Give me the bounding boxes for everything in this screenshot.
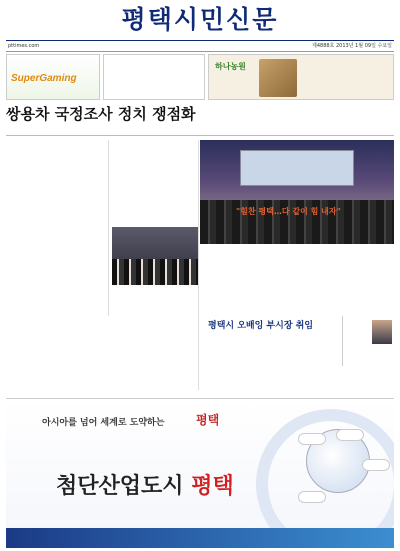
main-headline[interactable]: 쌍용차 국정조사 정치 쟁점화 xyxy=(6,105,196,123)
newspaper-title: 평택시민신문 xyxy=(121,5,279,34)
ad-bottom-bar xyxy=(6,528,394,548)
issue-date: 제4888호 2013년 1월 09일 수요일 xyxy=(312,43,392,49)
ad-big-accent: 평택 xyxy=(191,473,234,499)
ad1-brand-main: Super xyxy=(11,73,40,84)
column-divider xyxy=(108,140,109,316)
main-photo xyxy=(200,140,394,244)
masthead xyxy=(0,0,400,40)
ad-big-slogan xyxy=(56,469,234,500)
stage-screen xyxy=(240,150,354,186)
company-logo xyxy=(362,459,390,471)
main-subhead xyxy=(6,126,394,136)
ad-big-main: 첨단산업도시 xyxy=(56,473,184,499)
ad3-brand: 하나농원 xyxy=(215,62,246,71)
bottom-advertisement[interactable] xyxy=(6,398,394,548)
portrait-photo xyxy=(372,320,392,344)
company-logo xyxy=(298,491,326,503)
secondary-photo xyxy=(112,227,198,285)
ad1-brand-accent: Gaming xyxy=(39,73,77,84)
company-logo xyxy=(336,429,364,441)
article2-title[interactable]: 평택시 오배잉 부시장 취임 xyxy=(208,321,314,331)
people-row xyxy=(112,259,198,285)
ad-text-box[interactable] xyxy=(103,54,205,100)
column-divider xyxy=(198,140,199,390)
site-url[interactable]: pttimes.com xyxy=(8,43,40,49)
ad-headline: 아시아를 넘어 세계로 도약하는 xyxy=(42,418,165,428)
ad3-photo xyxy=(259,59,297,97)
ad-brand: 평택 xyxy=(196,413,220,427)
issue-info-bar xyxy=(6,40,394,52)
photo-quote: "힘찬 평택…다 같이 힘 내자" xyxy=(236,207,341,216)
ad-hana-nongwon[interactable] xyxy=(208,54,394,100)
top-ad-row xyxy=(6,54,394,100)
ad1-brand xyxy=(11,73,77,84)
ad-super-gaming[interactable] xyxy=(6,54,100,100)
company-logo xyxy=(298,433,326,445)
